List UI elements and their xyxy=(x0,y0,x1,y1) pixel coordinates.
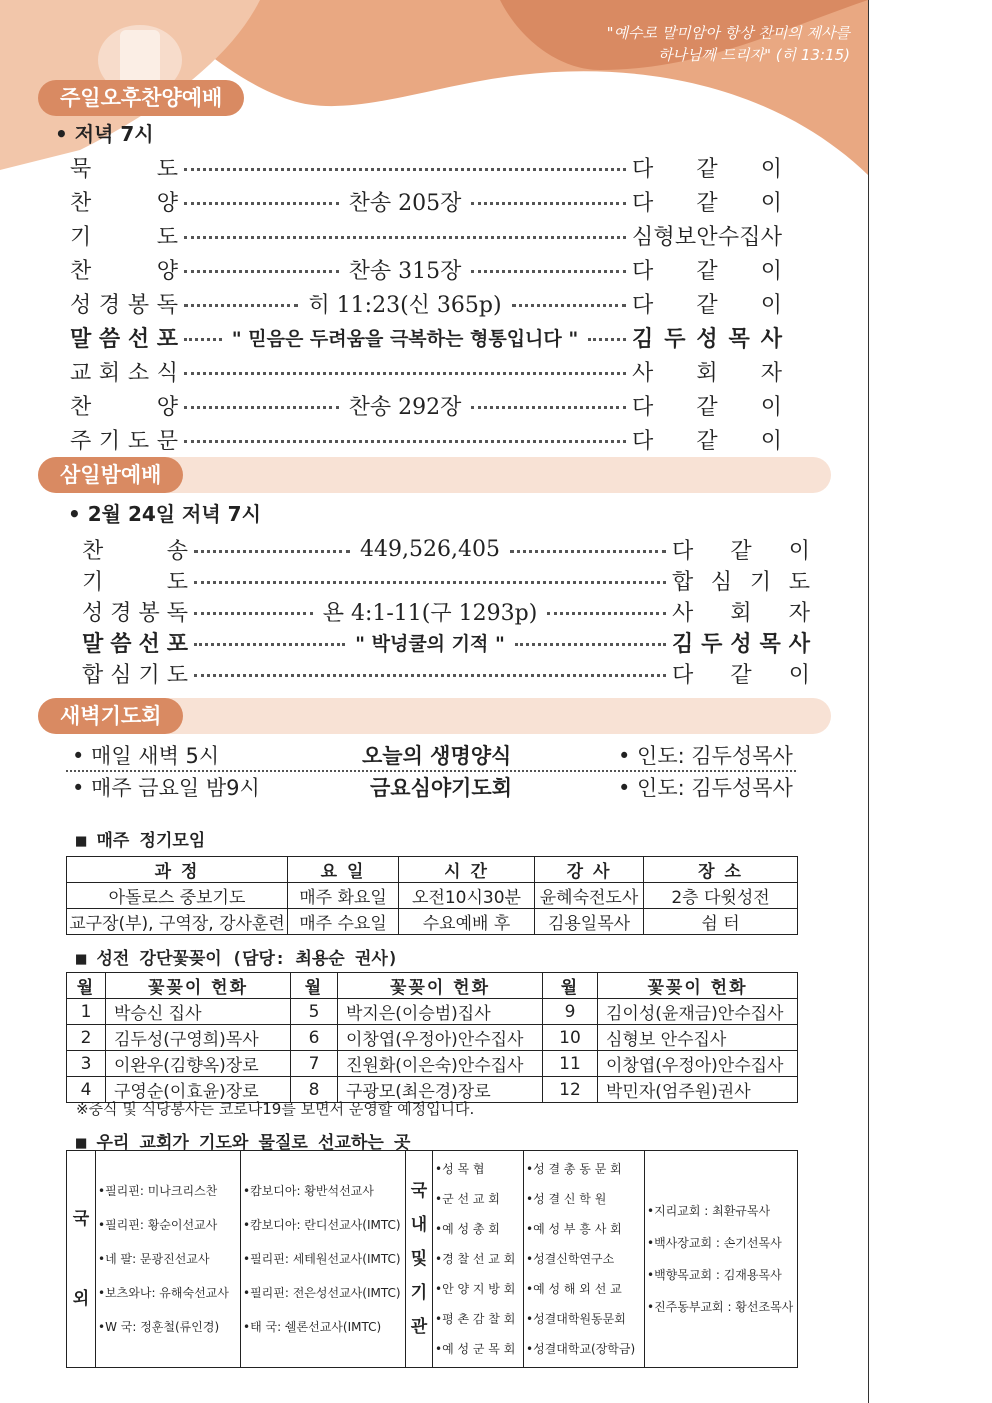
meeting-course: 아돌로스 중보기도 xyxy=(67,883,288,909)
dot-leader xyxy=(510,550,666,553)
mission-entry: •예 성 군 목 회 xyxy=(435,1342,516,1356)
domestic-label xyxy=(406,1151,433,1368)
order-label: 교 회 소 식 xyxy=(70,360,178,386)
flower-donor: 이창엽(우정아)안수집사 xyxy=(598,1051,798,1077)
flower-month: 8 xyxy=(291,1077,338,1103)
meetings-col-day: 요 일 xyxy=(288,857,399,883)
mission-entry: •예 성 해 외 선 교 xyxy=(526,1282,622,1296)
order-label: 성 경 봉 독 xyxy=(70,292,178,318)
foreign-missions-1 xyxy=(96,1151,241,1368)
flower-donor: 이완우(김향옥)장로 xyxy=(106,1051,291,1077)
mission-entry: •경 찰 선 교 회 xyxy=(435,1252,516,1266)
flower-month: 5 xyxy=(291,999,338,1025)
order-leader: 사 회 자 xyxy=(672,600,810,626)
dot-leader xyxy=(194,581,666,584)
mission-entry: •필리핀: 황순이선교사 xyxy=(98,1218,218,1232)
dawn-leader-2: • 인도: 김두성목사 xyxy=(618,776,793,800)
wednesday-time: • 2월 24일 저녁 7시 xyxy=(68,502,261,526)
dot-leader xyxy=(184,304,298,307)
mission-entry: •W 국: 정훈철(류인경) xyxy=(98,1320,220,1334)
meeting-place: 2층 다윗성전 xyxy=(644,883,798,909)
flower-month: 7 xyxy=(291,1051,338,1077)
order-leader: 다 같 이 xyxy=(632,190,782,216)
meetings-heading: ■ 매주 정기모임 xyxy=(76,831,206,851)
order-leader: 김 두 성 목 사 xyxy=(632,325,782,352)
order-leader: 김 두 성 목 사 xyxy=(672,630,810,657)
flower-donor: 박승신 집사 xyxy=(106,999,291,1025)
dawn-when-2: • 매주 금요일 밤9시 xyxy=(72,776,260,800)
order-item: " 박넝쿨의 기적 " xyxy=(355,632,505,655)
domestic-label-char: 관 xyxy=(410,1317,428,1337)
mission-entry: •태 국: 쉘론선교사(IMTC) xyxy=(243,1320,382,1334)
meeting-leader: 김용일목사 xyxy=(535,909,644,935)
flower-donor: 심형보 안수집사 xyxy=(598,1025,798,1051)
header-verse xyxy=(520,22,850,66)
dot-leader xyxy=(194,550,350,553)
dot-leader xyxy=(194,643,345,646)
dawn-leader-1: • 인도: 김두성목사 xyxy=(618,744,793,768)
mission-entry: •군 선 교 회 xyxy=(435,1192,500,1206)
flower-donor: 박지은(이승범)집사 xyxy=(338,999,543,1025)
mission-entry: •안 양 지 방 회 xyxy=(435,1282,516,1296)
flowers-heading: ■ 성전 강단꽃꽂이 (담당: 최용순 권사) xyxy=(76,949,399,969)
dot-leader xyxy=(547,612,666,615)
sunday-time: • 저녁 7시 xyxy=(55,122,154,146)
order-row xyxy=(70,151,782,183)
dot-leader xyxy=(194,674,666,677)
dot-leader xyxy=(184,270,339,273)
flowers-col-month: 월 xyxy=(291,973,338,999)
meeting-time: 수요예배 후 xyxy=(399,909,535,935)
order-label: 주 기 도 문 xyxy=(70,428,178,454)
meeting-day: 매주 수요일 xyxy=(288,909,399,935)
order-row xyxy=(70,287,782,319)
flower-month: 2 xyxy=(67,1025,106,1051)
flower-donor: 진원화(이은숙)안수집사 xyxy=(338,1051,543,1077)
dawn-title: 새벽기도회 xyxy=(38,698,183,734)
meetings-table xyxy=(66,856,798,935)
order-row xyxy=(82,595,810,627)
foreign-missions-2 xyxy=(241,1151,406,1368)
meetings-col-place: 장 소 xyxy=(644,857,798,883)
order-label: 기 도 xyxy=(82,569,188,595)
sunday-title: 주일오후찬양예배 xyxy=(38,80,244,116)
order-row xyxy=(82,564,810,596)
flowers-col-month: 월 xyxy=(67,973,106,999)
dot-leader xyxy=(184,406,339,409)
order-item: 찬송 315장 xyxy=(348,258,462,284)
order-item: 욘 4:1-11(구 1293p) xyxy=(322,600,538,626)
order-leader: 다 같 이 xyxy=(632,292,782,318)
order-label: 찬 송 xyxy=(82,538,188,564)
flowers-note: ※중식 및 식당봉사는 코로나19를 보면서 운영할 예정입니다. xyxy=(76,1100,475,1118)
mission-entry: •예 성 부 흥 사 회 xyxy=(526,1222,622,1236)
order-row xyxy=(82,533,810,565)
order-row xyxy=(82,626,810,658)
mission-entry: •캄보디아: 란디선교사(IMTC) xyxy=(243,1218,401,1232)
dawn-what-1: 오늘의 생명양식 xyxy=(362,744,512,768)
flower-month: 11 xyxy=(543,1051,598,1077)
meetings-col-time: 시 간 xyxy=(399,857,535,883)
flower-month: 12 xyxy=(543,1077,598,1103)
order-item: 449,526,405 xyxy=(360,536,500,562)
wednesday-title: 삼일밤예배 xyxy=(38,457,183,493)
order-label: 합 심 기 도 xyxy=(82,662,188,688)
church-entry: •백사장교회 : 손기선목사 xyxy=(647,1236,782,1250)
flowers-table xyxy=(66,972,798,1103)
dawn-what-2: 금요심야기도회 xyxy=(370,776,513,800)
order-item: 찬송 205장 xyxy=(348,190,462,216)
domestic-label-char: 및 xyxy=(410,1249,428,1269)
flowers-col-month: 월 xyxy=(543,973,598,999)
mission-entry: •성결신학연구소 xyxy=(526,1252,615,1266)
mission-entry: •네 팔: 문광진선교사 xyxy=(98,1252,210,1266)
mission-entry: •예 성 총 회 xyxy=(435,1222,500,1236)
flower-month: 6 xyxy=(291,1025,338,1051)
dot-leader xyxy=(471,406,626,409)
order-leader: 다 같 이 xyxy=(672,662,810,688)
verse-line-1: "예수로 말미암아 항상 찬미의 제사를 xyxy=(606,24,850,42)
flower-donor: 구영순(이효윤)장로 xyxy=(106,1077,291,1103)
mission-entry: •필리핀: 세테원선교사(IMTC) xyxy=(243,1252,401,1266)
flowers-col-donor: 꽃꽂이 헌화 xyxy=(598,973,798,999)
domestic-missions-2 xyxy=(524,1151,645,1368)
mission-entry: •성결대학원동문회 xyxy=(526,1312,626,1326)
church-entry: •진주동부교회 : 황선조목사 xyxy=(647,1300,794,1314)
mission-entry: •보츠와나: 유해숙선교사 xyxy=(98,1286,229,1300)
domestic-label-char: 국 xyxy=(410,1181,428,1201)
candle-icon xyxy=(120,30,160,85)
mission-entry: •필리핀: 전은성선교사(IMTC) xyxy=(243,1286,401,1300)
order-label: 기 도 xyxy=(70,224,178,250)
order-label: 찬 양 xyxy=(70,190,178,216)
flower-month: 4 xyxy=(67,1077,106,1103)
order-label: 성 경 봉 독 xyxy=(82,600,188,626)
order-leader: 다 같 이 xyxy=(632,258,782,284)
dot-leader xyxy=(515,643,666,646)
order-leader: 심 형 보 안 수 집 사 xyxy=(632,224,782,250)
flower-month: 9 xyxy=(543,999,598,1025)
table-row xyxy=(67,999,798,1025)
church-entry: •지리교회 : 최환규목사 xyxy=(647,1204,771,1218)
order-leader: 합 심 기 도 xyxy=(672,569,810,595)
order-row xyxy=(70,389,782,421)
order-row xyxy=(70,219,782,251)
mission-entry: •평 촌 감 찰 회 xyxy=(435,1312,516,1326)
table-row xyxy=(67,1051,798,1077)
domestic-label-char: 기 xyxy=(410,1283,428,1303)
dot-leader xyxy=(184,338,222,341)
foreign-label xyxy=(67,1151,96,1368)
flower-donor: 박민자(엄주원)권사 xyxy=(598,1077,798,1103)
foreign-label-char: 외 xyxy=(72,1289,90,1309)
order-label: 찬 양 xyxy=(70,394,178,420)
order-row xyxy=(70,253,782,285)
meeting-leader: 윤혜숙전도사 xyxy=(535,883,644,909)
order-leader: 다 같 이 xyxy=(672,538,810,564)
mission-entry: •필리핀: 미나크리스찬 xyxy=(98,1184,218,1198)
meetings-col-course: 과 정 xyxy=(67,857,288,883)
dawn-when-1: • 매일 새벽 5시 xyxy=(72,744,220,768)
mission-entry: •성 결 신 학 원 xyxy=(526,1192,607,1206)
order-label: 묵 도 xyxy=(70,156,178,182)
order-label: 말 씀 선 포 xyxy=(70,325,178,352)
table-row xyxy=(67,883,798,909)
dot-leader xyxy=(194,612,313,615)
flower-month: 3 xyxy=(67,1051,106,1077)
missions-table xyxy=(66,1150,798,1368)
domestic-label-char: 내 xyxy=(410,1215,428,1235)
flowers-col-donor: 꽃꽂이 헌화 xyxy=(338,973,543,999)
mission-entry: •캄보디아: 황반석선교사 xyxy=(243,1184,374,1198)
dot-leader xyxy=(184,440,626,443)
meeting-time: 오전10시30분 xyxy=(399,883,535,909)
dot-leader xyxy=(512,304,626,307)
domestic-missions-1 xyxy=(433,1151,524,1368)
dot-leader xyxy=(588,338,626,341)
dot-leader xyxy=(184,168,626,171)
order-label: 말 씀 선 포 xyxy=(82,630,188,657)
foreign-label-char: 국 xyxy=(72,1209,90,1229)
flower-donor: 김이성(윤재금)안수집사 xyxy=(598,999,798,1025)
order-leader: 다 같 이 xyxy=(632,156,782,182)
meetings-col-leader: 강 사 xyxy=(535,857,644,883)
missions-heading: ■ 우리 교회가 기도와 물질로 선교하는 곳 xyxy=(76,1133,411,1153)
order-row xyxy=(70,185,782,217)
mission-entry: •성결대학교(장학금) xyxy=(526,1342,636,1356)
order-label: 찬 양 xyxy=(70,258,178,284)
flower-month: 1 xyxy=(67,999,106,1025)
verse-line-2: 하나님께 드리자" (히 13:15) xyxy=(657,46,850,64)
table-row xyxy=(67,1025,798,1051)
flower-month: 10 xyxy=(543,1025,598,1051)
flower-donor: 김두성(구영희)목사 xyxy=(106,1025,291,1051)
flower-donor: 구광모(최은경)장로 xyxy=(338,1077,543,1103)
mission-entry: •성 목 협 xyxy=(435,1162,485,1176)
order-leader: 다 같 이 xyxy=(632,428,782,454)
dot-leader xyxy=(471,202,626,205)
order-row xyxy=(70,423,782,455)
meeting-place: 쉼 터 xyxy=(644,909,798,935)
order-leader: 사 회 자 xyxy=(632,360,782,386)
flower-donor: 이창엽(우정아)안수집사 xyxy=(338,1025,543,1051)
church-entry: •백향목교회 : 김재용목사 xyxy=(647,1268,782,1282)
order-leader: 다 같 이 xyxy=(632,394,782,420)
order-row xyxy=(70,321,782,353)
order-item: 히 11:23(신 365p) xyxy=(308,292,502,318)
meeting-day: 매주 화요일 xyxy=(288,883,399,909)
supported-churches xyxy=(645,1151,798,1368)
flowers-col-donor: 꽃꽂이 헌화 xyxy=(106,973,291,999)
order-item: 찬송 292장 xyxy=(348,394,462,420)
dot-leader xyxy=(184,202,339,205)
order-row xyxy=(82,657,810,689)
dot-leader xyxy=(471,270,626,273)
mission-entry: •성 결 총 동 문 회 xyxy=(526,1162,622,1176)
order-row xyxy=(70,355,782,387)
table-row xyxy=(67,909,798,935)
dot-leader xyxy=(184,372,626,375)
meeting-course: 교구장(부), 구역장, 강사훈련 xyxy=(67,909,288,935)
order-item: " 믿음은 두려움을 극복하는 형통입니다 " xyxy=(231,327,579,350)
dot-leader xyxy=(184,236,626,239)
